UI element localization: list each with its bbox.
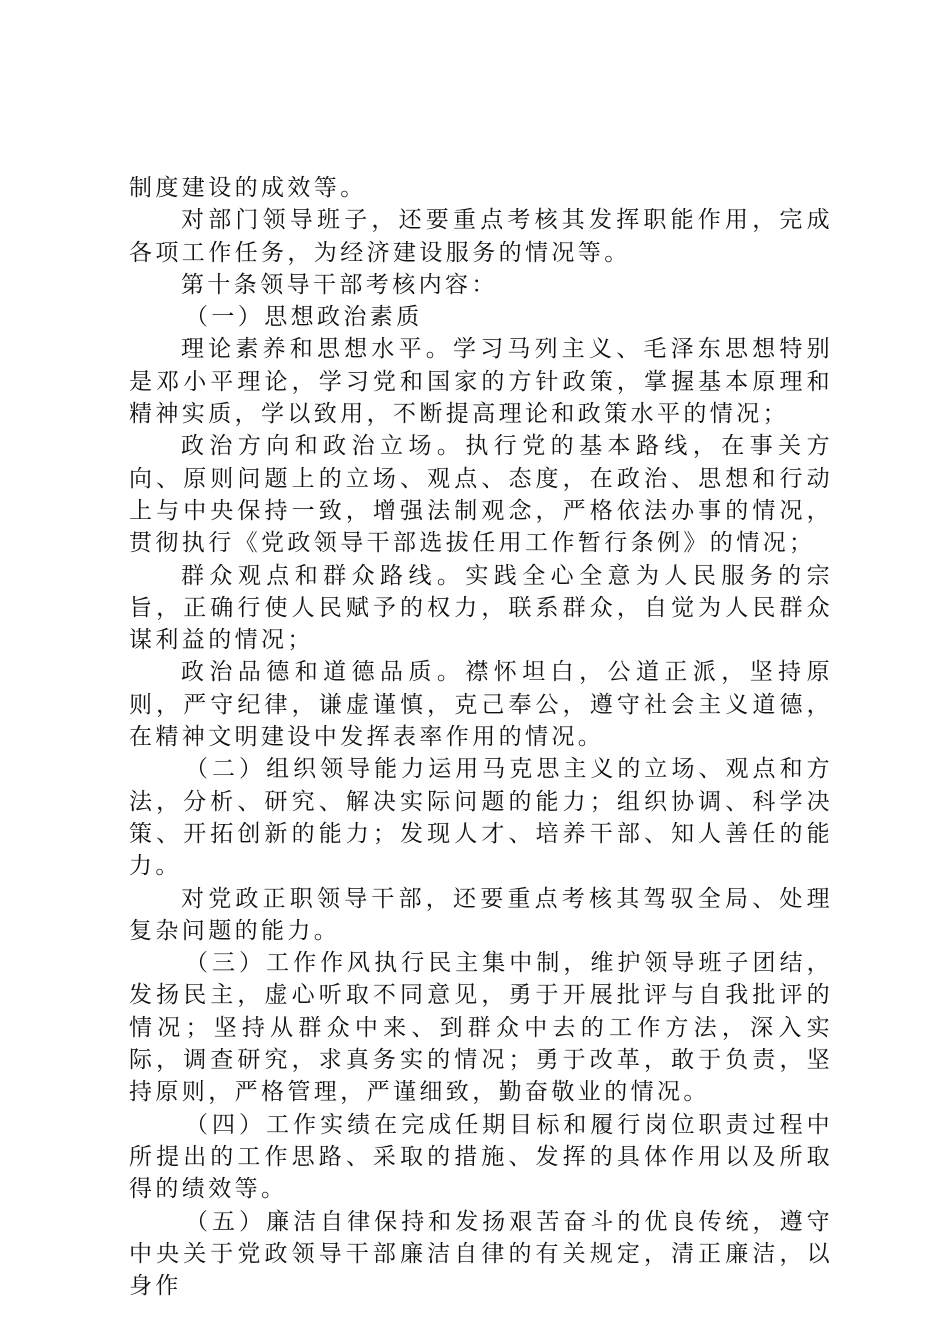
paragraph: 群众观点和群众路线。实践全心全意为人民服务的宗旨，正确行使人民赋予的权力，联系群众，自觉为人民群众谋利益的情况；: [129, 562, 833, 654]
section-heading: （一）思想政治素质: [185, 304, 423, 331]
paragraph: 制度建设的成效等。: [129, 175, 367, 201]
paragraph: （三）工作作风执行民主集中制，维护领导班子团结，发扬民主，虚心听取不同意见，勇于开展批评与自我批评的情况；坚持从群众中来、到群众中去的工作方法，深入实际，调查研究，求真务实的情况；勇于改革，敢于负责，坚持原则，严格管理，严谨细致，勤奋敬业的情况。: [129, 950, 833, 1106]
paragraph: 理论素养和思想水平。学习马列主义、毛泽东思想特别是邓小平理论，学习党和国家的方针政策，掌握基本原理和精神实质，学以致用，不断提高理论和政策水平的情况；: [129, 336, 833, 428]
paragraph: 对部门领导班子，还要重点考核其发挥职能作用，完成各项工作任务，为经济建设服务的情况等。: [129, 207, 833, 266]
document-body: [129, 172, 833, 1302]
paragraph: 政治品德和道德品质。襟怀坦白，公道正派，坚持原则，严守纪律，谦虚谨慎，克己奉公，遵守社会主义道德，在精神文明建设中发挥表率作用的情况。: [129, 659, 833, 751]
paragraph: 对党政正职领导干部，还要重点考核其驾驭全局、处理复杂问题的能力。: [129, 885, 833, 944]
paragraph: （四）工作实绩在完成任期目标和履行岗位职责过程中所提出的工作思路、采取的措施、发挥的具体作用以及所取得的绩效等。: [129, 1111, 833, 1203]
article-heading: 第十条领导干部考核内容：: [181, 271, 498, 298]
paragraph: 政治方向和政治立场。执行党的基本路线，在事关方向、原则问题上的立场、观点、态度，在政治、思想和行动上与中央保持一致，增强法制观念，严格依法办事的情况，贯彻执行《党政领导干部选拔任用工作暂行条例》的情况；: [129, 433, 833, 557]
paragraph: （五）廉洁自律保持和发扬艰苦奋斗的优良传统，遵守中央关于党政领导干部廉洁自律的有关规定，清正廉洁，以身作: [129, 1208, 833, 1300]
paragraph: （二）组织领导能力运用马克思主义的立场、观点和方法，分析、研究、解决实际问题的能力；组织协调、科学决策、开拓创新的能力；发现人才、培养干部、知人善任的能力。: [129, 756, 833, 880]
